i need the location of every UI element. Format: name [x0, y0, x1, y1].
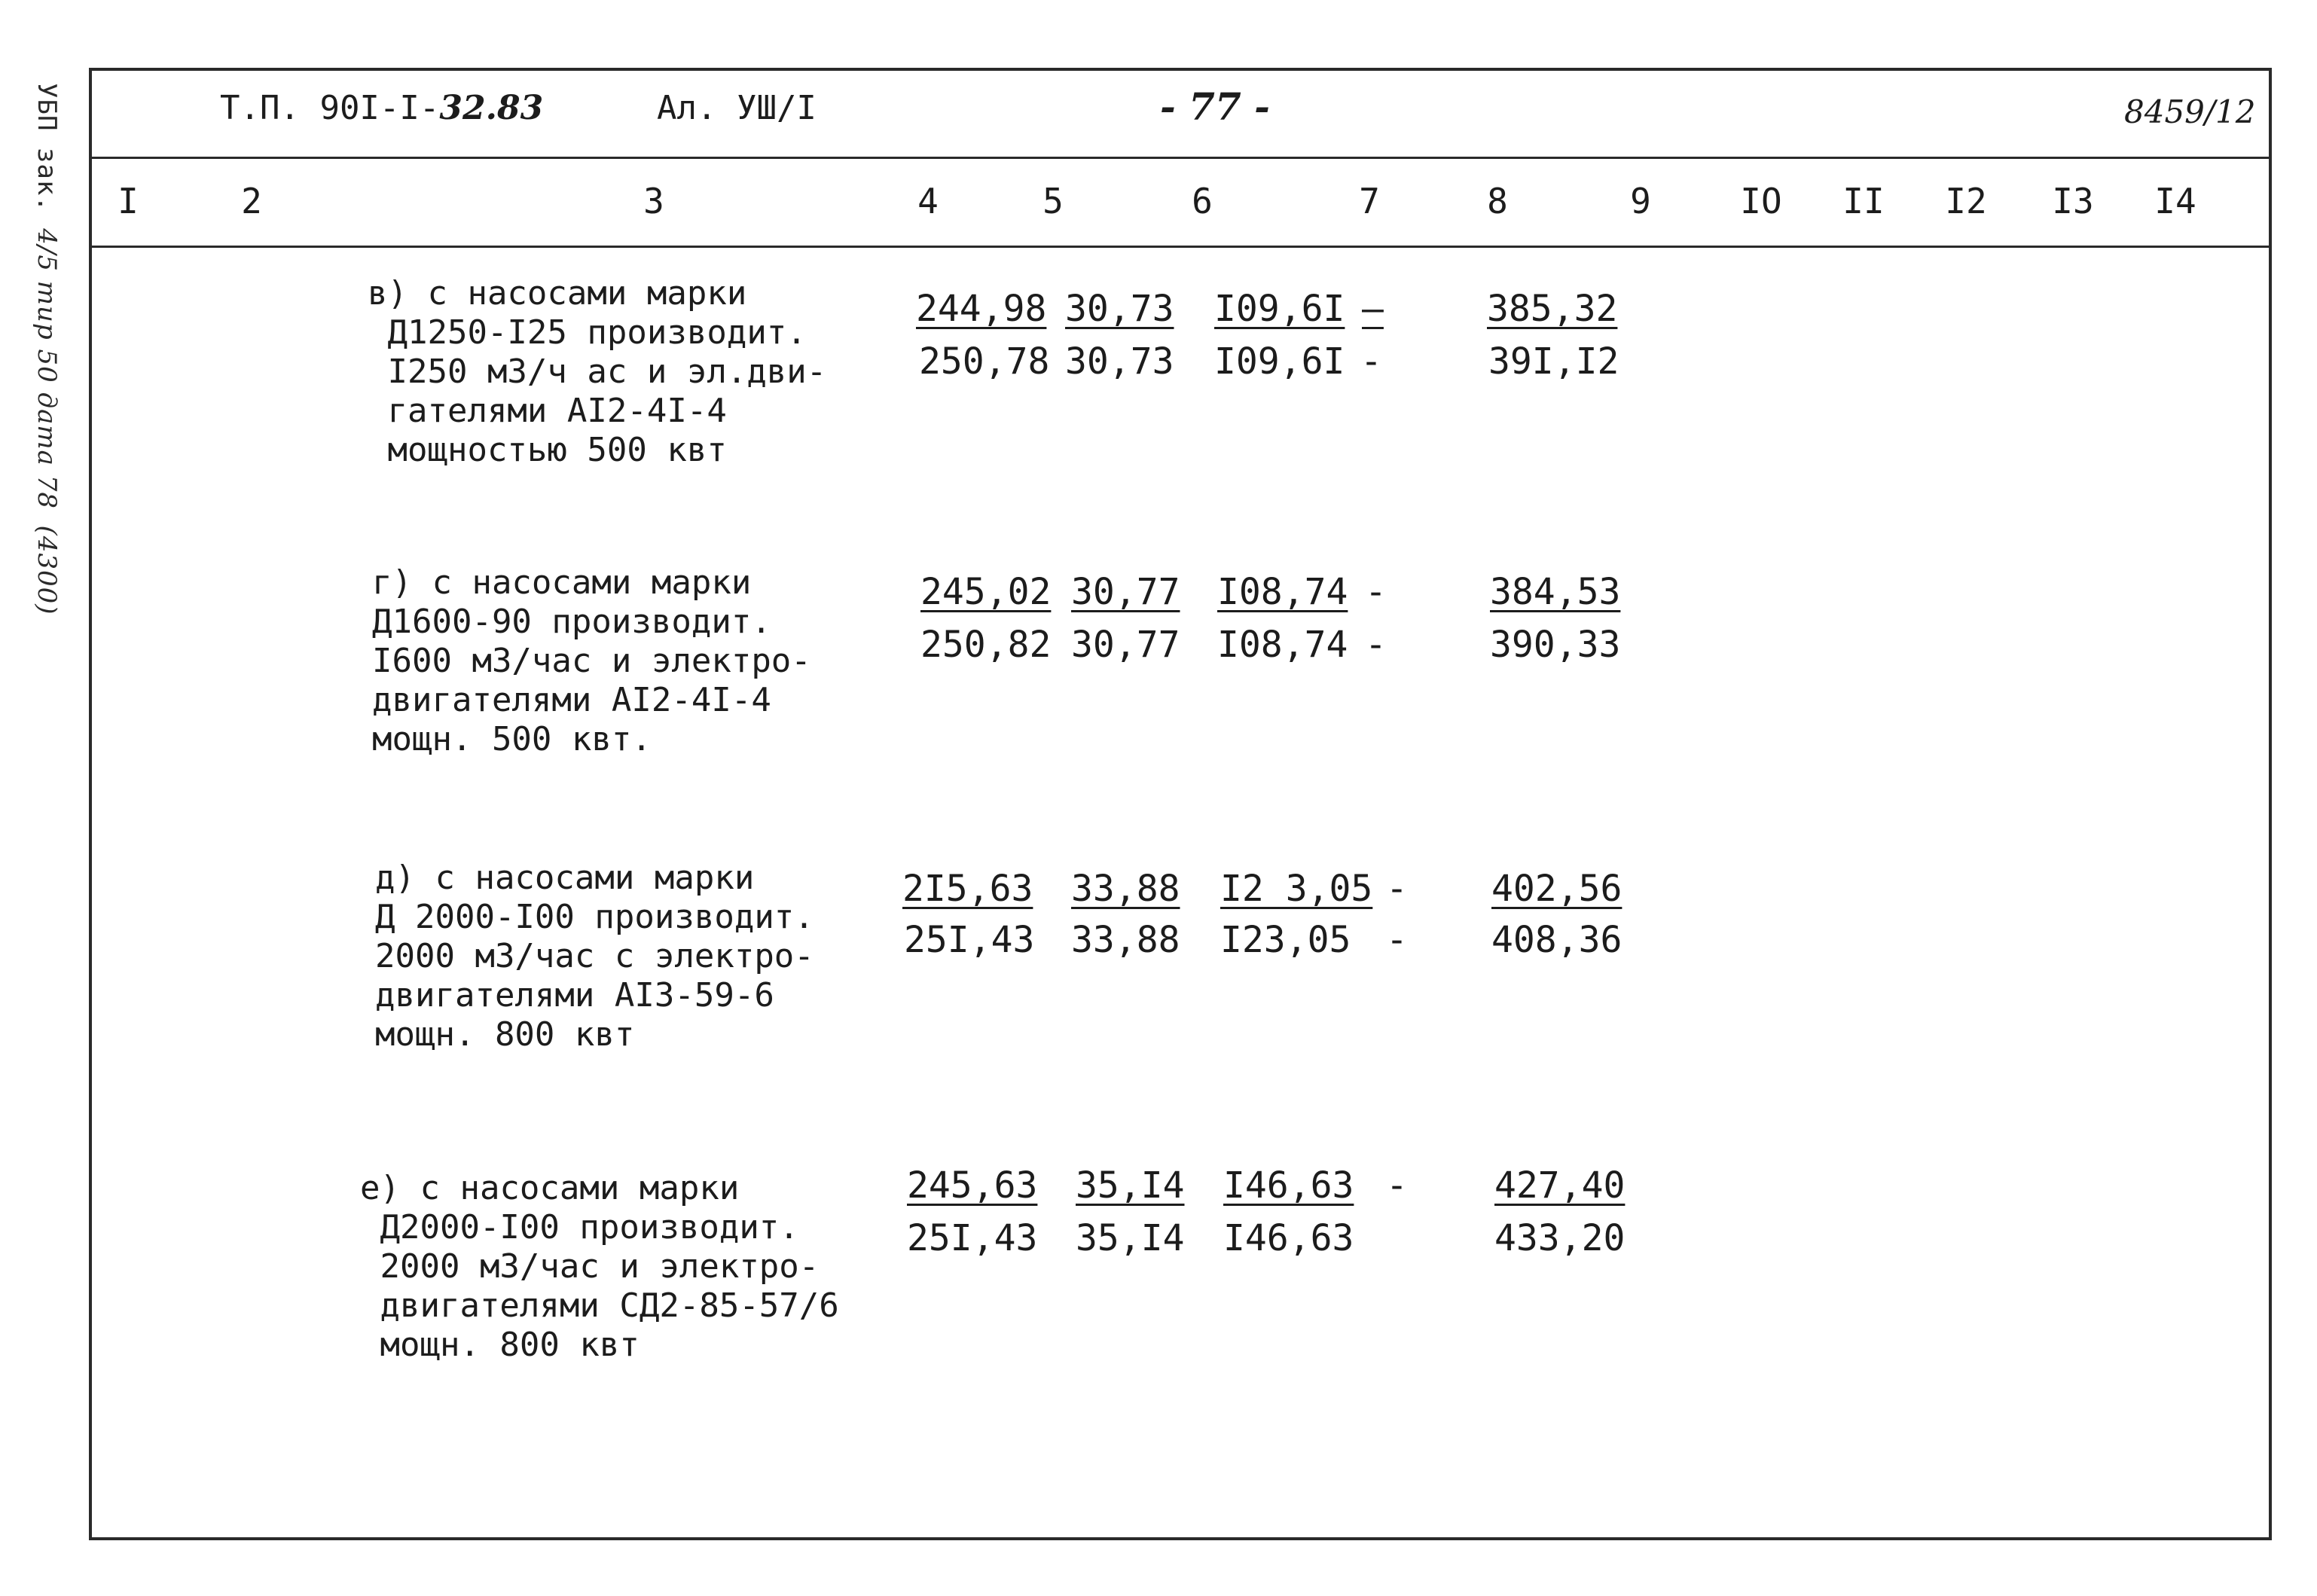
value-col-6-alt: I08,74	[1217, 624, 1348, 666]
value-col-8-alt: 433,20	[1494, 1217, 1626, 1259]
side-stamp-handwritten: 4/5 тир 50 дата 78	[32, 228, 62, 509]
column-number: 9	[1630, 181, 1651, 221]
column-number: 2	[241, 181, 262, 221]
value-col-8-alt: 39I,I2	[1488, 340, 1619, 383]
column-number: 3	[643, 181, 664, 221]
column-number: I3	[2052, 181, 2094, 221]
page-number: - 77 -	[1160, 84, 1270, 129]
value-col-7-alt: -	[1360, 340, 1382, 383]
value-col-6-alt: I23,05	[1220, 919, 1351, 961]
value-col-6-alt: I09,6I	[1214, 340, 1345, 383]
value-col-5-total: 33,88	[1071, 868, 1180, 910]
value-col-7-total: -	[1386, 1164, 1408, 1207]
value-col-4-alt: 25I,43	[904, 919, 1035, 961]
value-col-5-alt: 30,77	[1071, 624, 1180, 666]
header-rule-top	[89, 157, 2272, 159]
value-col-4-alt: 250,78	[919, 340, 1050, 383]
value-col-7-alt: -	[1365, 624, 1387, 666]
value-col-4-total: 2I5,63	[902, 868, 1033, 910]
side-stamp-text: УБП зак.	[32, 83, 62, 212]
value-col-7-alt: -	[1386, 919, 1408, 961]
value-col-8-total: 402,56	[1491, 868, 1623, 910]
series-handwritten: 32.83	[439, 89, 544, 127]
column-number: IO	[1740, 181, 1782, 221]
value-col-6-alt: I46,63	[1223, 1217, 1354, 1259]
value-col-5-alt: 35,I4	[1076, 1217, 1185, 1259]
value-col-6-total: I46,63	[1223, 1164, 1354, 1207]
column-number: I	[118, 181, 139, 221]
value-col-4-total: 244,98	[916, 288, 1047, 330]
value-col-4-alt: 25I,43	[907, 1217, 1038, 1259]
value-col-7-total: -	[1386, 868, 1408, 910]
value-col-6-total: I09,6I	[1214, 288, 1345, 330]
value-col-8-total: 384,53	[1490, 571, 1621, 613]
value-col-8-total: 385,32	[1487, 288, 1618, 330]
series-code	[220, 89, 543, 127]
header-rule-bottom	[89, 246, 2272, 248]
value-col-8-total: 427,40	[1494, 1164, 1626, 1207]
value-col-5-total: 35,I4	[1076, 1164, 1185, 1207]
item-description: е) с насосами марки Д2000-I00 производит. 2000 м3/час и электро- двигателями СД2-85-57/6 мощн. 800 квт	[360, 1169, 839, 1364]
value-col-5-alt: 30,73	[1065, 340, 1174, 383]
column-number: 8	[1487, 181, 1508, 221]
series-prefix: Т.П. 90I-I-	[220, 89, 440, 127]
value-col-4-total: 245,63	[907, 1164, 1038, 1207]
value-col-7-total: -	[1365, 571, 1387, 613]
item-description: в) с насосами марки Д1250-I25 производит. I250 м3/ч ас и эл.дви- гателями АI2-4I-4 мощностью 500 квт	[368, 274, 827, 469]
value-col-8-alt: 408,36	[1491, 919, 1623, 961]
album-code: Ал. УШ/I	[657, 89, 817, 127]
column-number: 5	[1042, 181, 1064, 221]
value-col-4-alt: 250,82	[920, 624, 1052, 666]
side-stamp-extra: (4300)	[32, 525, 62, 615]
document-number: 8459/12	[2124, 93, 2256, 130]
value-col-5-alt: 33,88	[1071, 919, 1180, 961]
column-number: II	[1842, 181, 1885, 221]
item-description: г) с насосами марки Д1600-90 производит. I600 м3/час и электро- двигателями АI2-4I-4 мощн. 500 квт.	[372, 563, 811, 758]
side-stamp	[17, 83, 62, 615]
value-col-6-total: I2 3,05	[1220, 868, 1373, 910]
column-number: I2	[1945, 181, 1987, 221]
column-number: I4	[2154, 181, 2196, 221]
value-col-4-total: 245,02	[920, 571, 1052, 613]
value-col-5-total: 30,77	[1071, 571, 1180, 613]
column-number: 6	[1192, 181, 1213, 221]
value-col-5-total: 30,73	[1065, 288, 1174, 330]
value-col-6-total: I08,74	[1217, 571, 1348, 613]
column-number: 4	[917, 181, 939, 221]
value-col-8-alt: 390,33	[1490, 624, 1621, 666]
value-col-7-total: –	[1362, 288, 1384, 330]
column-number: 7	[1359, 181, 1380, 221]
item-description: д) с насосами марки Д 2000-I00 производит. 2000 м3/час с электро- двигателями АI3-59-6 мощн. 800 квт	[375, 859, 814, 1054]
